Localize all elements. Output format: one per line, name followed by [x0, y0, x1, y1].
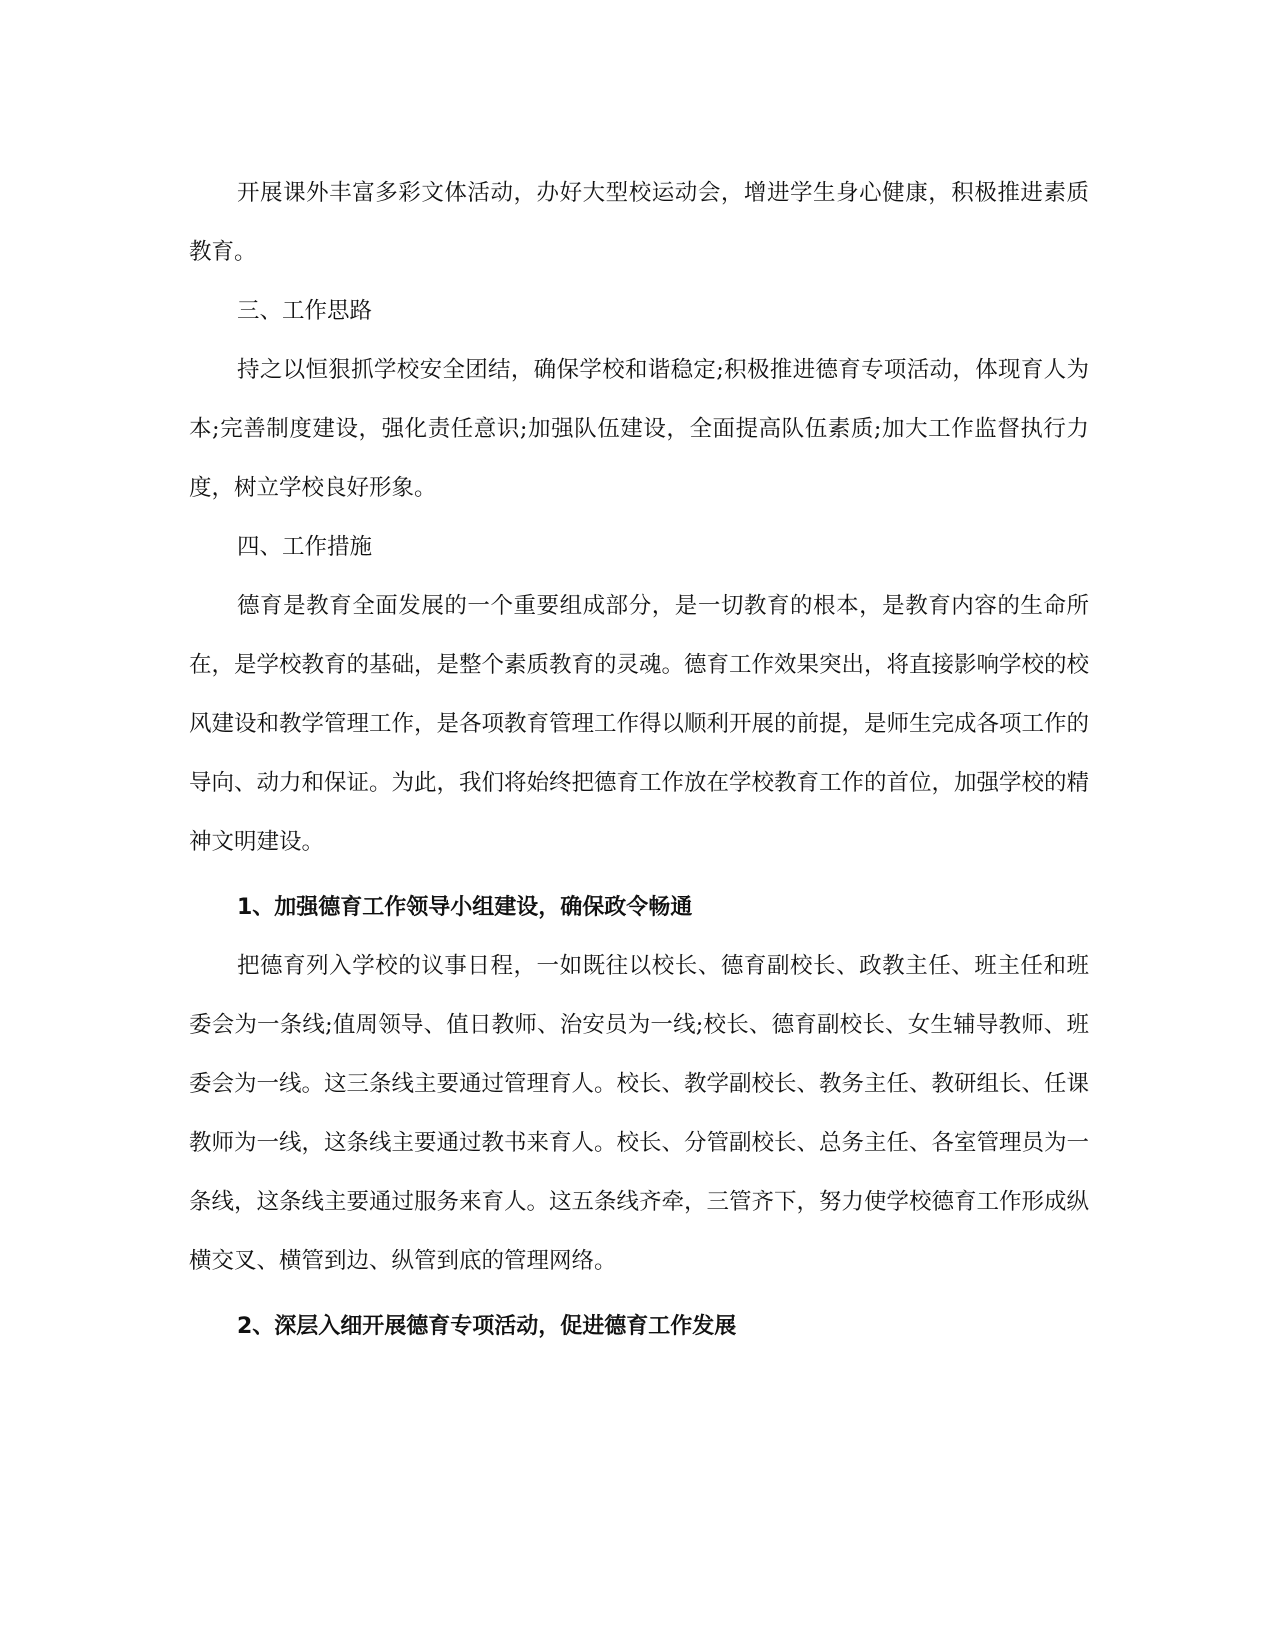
section-heading-work-measures: 四、工作措施 [237, 534, 373, 560]
subheading-special-activities: 2、深层入细开展德育专项活动，促进德育工作发展 [237, 1314, 737, 1339]
subheading-leadership-group: 1、加强德育工作领导小组建设，确保政令畅通 [237, 895, 693, 920]
section-heading-work-approach: 三、工作思路 [237, 298, 373, 324]
paragraph-moral-education: 德育是教育全面发展的一个重要组成部分，是一切教育的根本，是教育内容的生命所在，是学校教育的基础，是整个素质教育的灵魂。德育工作效果突出，将直接影响学校的校风建设和教学管理工作，是各项教育管理工作得以顺利开展的前提，是师生完成各项工作的导向、动力和保证。为此，我们将始终把德育工作放在学校教育工作的首位，加强学校的精神文明建设。 [189, 593, 1090, 855]
paragraph-sports-activities: 开展课外丰富多彩文体活动，办好大型校运动会，增进学生身心健康，积极推进素质教育。 [189, 180, 1089, 265]
paragraph-work-approach: 持之以恒狠抓学校安全团结，确保学校和谐稳定;积极推进德育专项活动，体现育人为本;完善制度建设，强化责任意识;加强队伍建设，全面提高队伍素质;加大工作监督执行力度，树立学校良好形象。 [189, 357, 1089, 501]
paragraph-management-lines: 把德育列入学校的议事日程，一如既往以校长、德育副校长、政教主任、班主任和班委会为一条线;值周领导、值日教师、治安员为一线;校长、德育副校长、女生辅导教师、班委会为一线。这三条线主要通过管理育人。校长、教学副校长、教务主任、教研组长、任课教师为一线，这条线主要通过教书来育人。校长、分管副校长、总务主任、各室管理员为一条线，这条线主要通过服务来育人。这五条线齐牵，三管齐下，努力使学校德育工作形成纵横交叉、横管到边、纵管到底的管理网络。 [189, 953, 1090, 1274]
document-body [189, 164, 1089, 1356]
